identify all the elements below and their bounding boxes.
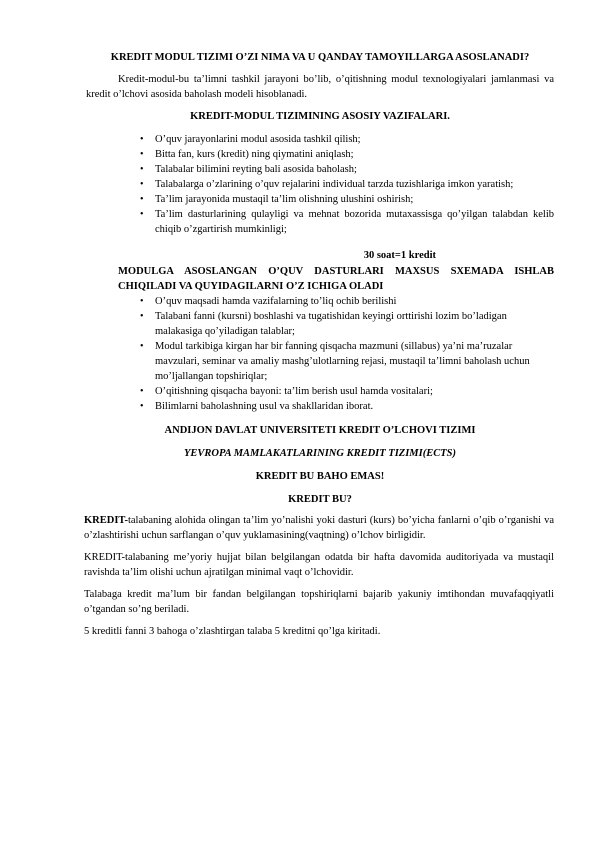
list-item: • Bitta fan, kurs (kredit) ning qiymatini aniqlash; xyxy=(140,149,354,160)
list-item: • Modul tarkibiga kirgan har bir fanning qisqacha mazmuni (sillabus) ya’ni ma’ruzalar mavzulari, seminar va amaliy mashg’ulotlarning rejasi, mustaqil ta’limni baholash uchun mo’ljallangan topshiriqlar; xyxy=(140,341,530,382)
list-item: • Talabalarga o’zlarining o’quv rejalarini individual tarzda tuzishlariga imkon yaratish; xyxy=(140,179,514,190)
list-item: • Bilimlarni baholashning usul va shakllaridan iborat. xyxy=(140,401,374,412)
list-item: • Ta’lim jarayonida mustaqil ta’lim olishning ulushini oshirish; xyxy=(140,194,414,205)
credit-equation: 30 soat=1 kredit xyxy=(363,250,436,261)
bullet-icon: • xyxy=(140,194,144,205)
paragraph-3: Talabaga kredit ma’lum bir fandan belgilangan topshiriqlarni bajarib yakuniy imtihondan muvafaqqiyatli o’tgandan so’ng beriladi. xyxy=(84,589,554,615)
what-heading: KREDIT BU? xyxy=(288,494,352,505)
paragraph-2: KREDIT-talabaning me’yoriy hujjat bilan belgilangan odatda bir hafta davomida auditoriyada va mustaqil ravishda ta’lim olishi uchun ajratilgan minimal vaqt o’lchovidir. xyxy=(84,552,554,578)
bullet-icon: • xyxy=(140,341,144,352)
bullet-icon: • xyxy=(140,149,144,160)
list-item: • O’qitishning qisqacha bayoni: ta’lim berish usul hamda vositalari; xyxy=(140,386,433,397)
bullet-icon: • xyxy=(140,209,144,220)
definition-text: talabaning alohida olingan ta’lim yo’nalishi yoki dasturi (kurs) bo’yicha fanlarni o’qib o’rganishi va o’zlashtirishi uchun sarflangan o’quv yuklamasining(vaqtning) o’lchov birligidir. xyxy=(84,515,554,541)
document-title: KREDIT MODUL TIZIMI O’ZI NIMA VA U QANDAY TAMOYILLARGA ASOSLANADI? xyxy=(110,52,530,63)
bullet-icon: • xyxy=(140,134,144,145)
not-grade-heading: KREDIT BU BAHO EMAS! xyxy=(255,471,385,482)
list-item: • Talabalar bilimini reyting bali asosida baholash; xyxy=(140,164,357,175)
bullet-icon: • xyxy=(140,401,144,412)
paragraph-4: 5 kreditli fanni 3 bahoga o’zlashtirgan talaba 5 kreditni qo’lga kiritadi. xyxy=(84,626,381,637)
list-item: • Ta’lim dasturlarining qulayligi va mehnat bozorida mutaxassisga qo’yilgan talabdan kelib chiqib o’zgartirish mumkinligi; xyxy=(140,209,554,235)
university-heading: ANDIJON DAVLAT UNIVERSITETI KREDIT O’LCHOVI TIZIMI xyxy=(164,425,476,436)
list-item: • Talabani fanni (kursni) boshlashi va tugatishidan keyingi orttirishi lozim bo’ladigan malakasiga qo’yiladigan talablar; xyxy=(140,311,507,337)
tasks-list xyxy=(86,132,554,237)
bullet-icon: • xyxy=(140,386,144,397)
intro-paragraph: Kredit-modul-bu ta’limni tashkil jarayoni bo’lib, o’qitishning modul texnologiyalari jamlanmasi va kredit o’lchovi asosida baholash modeli hisoblanadi. xyxy=(86,74,554,100)
bullet-icon: • xyxy=(140,311,144,322)
definition-term: KREDIT- xyxy=(84,515,128,526)
list-item: • O’quv maqsadi hamda vazifalarning to’liq ochib berilishi xyxy=(140,296,397,307)
definition-paragraph xyxy=(84,513,554,543)
modulga-list xyxy=(86,294,554,414)
ects-heading: YEVROPA MAMLAKATLARINING KREDIT TIZIMI(ECTS) xyxy=(184,448,456,459)
bullet-icon: • xyxy=(140,164,144,175)
tasks-heading: KREDIT-MODUL TIZIMINING ASOSIY VAZIFALARI. xyxy=(190,111,450,122)
modulga-heading: MODULGA ASOSLANGAN O’QUV DASTURLARI MAXSUS SXEMADA ISHLAB CHIQILADI VA QUYIDAGILARNI O’Z ICHIGA OLADI xyxy=(118,266,554,292)
list-item: • O’quv jarayonlarini modul asosida tashkil qilish; xyxy=(140,134,361,145)
bullet-icon: • xyxy=(140,179,144,190)
bullet-icon: • xyxy=(140,296,144,307)
